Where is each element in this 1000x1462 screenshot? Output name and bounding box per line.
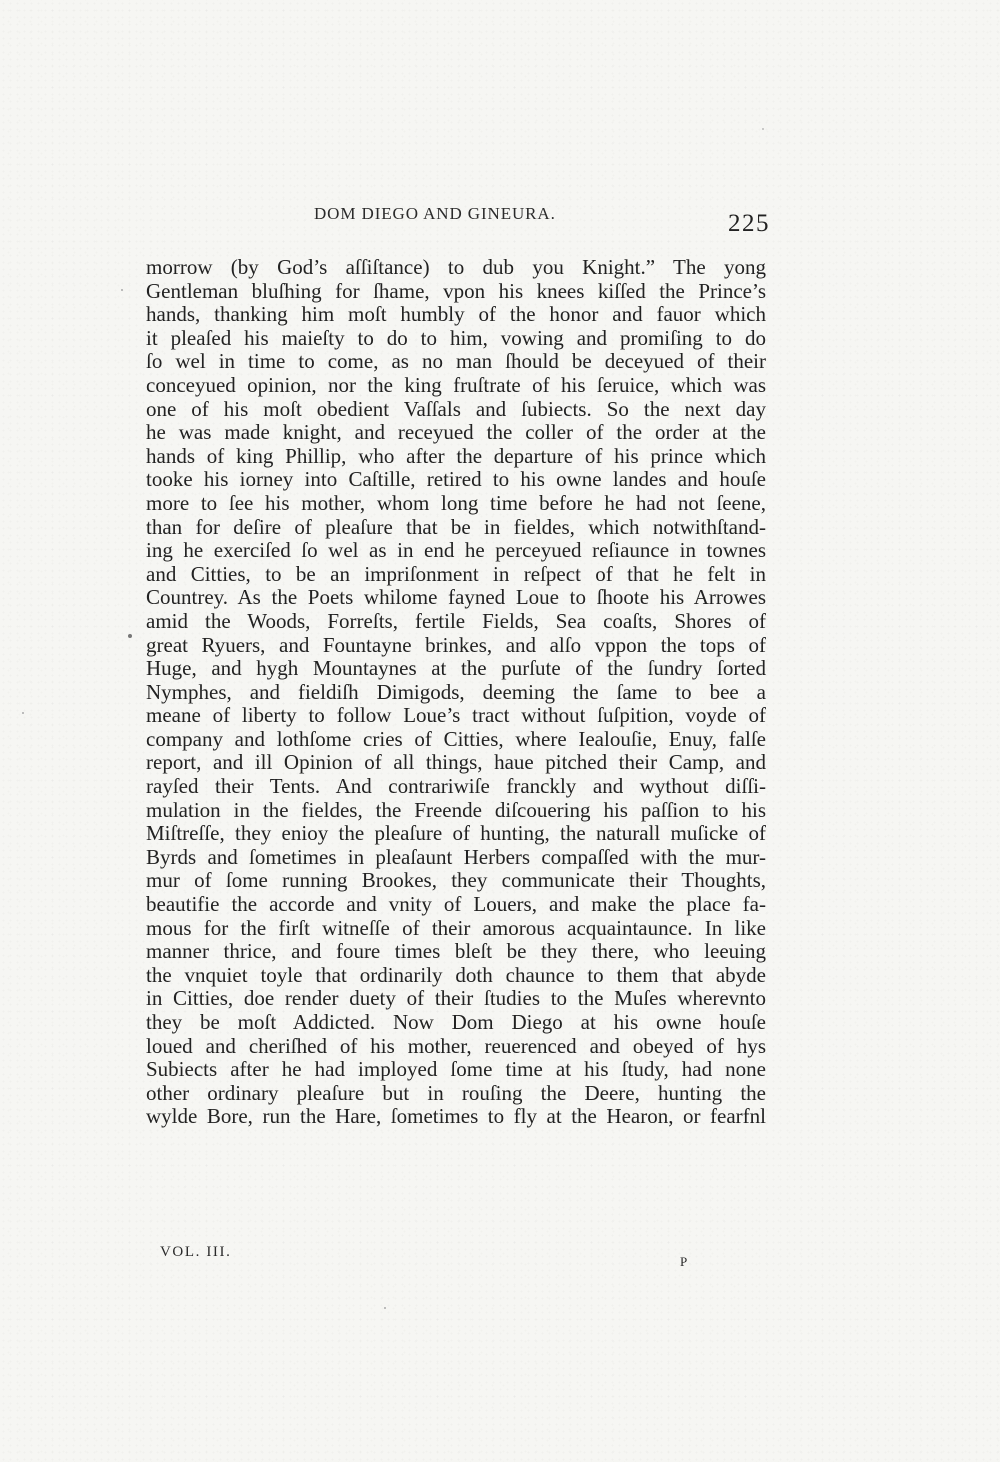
text-line: than for deſire of pleaſure that be in fieldes, which notwithſtand- (146, 514, 766, 539)
text-line: company and lothſome cries of Citties, where Iealouſie, Enuy, falſe (146, 726, 766, 751)
text-line: morrow (by God’s aſſiſtance) to dub you Knight.” The yong (146, 255, 766, 279)
text-line: great Ryuers, and Fountayne brinkes, and alſo vppon the tops of (146, 632, 766, 657)
text-line: more to ſee his mother, whom long time before he had not ſeene, (146, 490, 766, 515)
scan-speck (128, 634, 132, 638)
text-line: manner thrice, and foure times bleſt be they there, who leeuing (146, 939, 766, 964)
text-line: mous for the firſt witneſſe of their amorous acquaintaunce. In like (146, 915, 766, 940)
body-text (146, 256, 766, 1129)
volume-footer: VOL. III. (160, 1244, 232, 1260)
text-line: Nymphes, and fieldiſh Dimigods, deeming the ſame to bee a (146, 679, 766, 704)
page-number: 225 (728, 210, 770, 237)
text-line: mur of ſome running Brookes, they communicate their Thoughts, (146, 868, 766, 893)
text-line: mulation in the fieldes, the Freende diſcouering his paſſion to his (146, 797, 766, 822)
text-line: Huge, and hygh Mountaynes at the purſute of the ſundry ſorted (146, 656, 766, 681)
text-line: in Citties, doe render duety of their ſtudies to the Muſes wherevnto (146, 986, 766, 1011)
text-line: hands of king Phillip, who after the departure of his prince which (146, 443, 766, 468)
text-line: Byrds and ſometimes in pleaſaunt Herbers compaſſed with the mur- (146, 844, 766, 869)
scan-speck (762, 128, 764, 130)
text-line: other ordinary pleaſure but in rouſing the Deere, hunting the (146, 1080, 766, 1105)
scan-speck (121, 289, 123, 291)
text-line: the vnquiet toyle that ordinarily doth chaunce to them that abyde (146, 962, 766, 987)
signature-mark: P (680, 1254, 688, 1269)
text-line: he was made knight, and receyued the coller of the order at the (146, 420, 766, 445)
scan-speck (384, 1307, 386, 1309)
text-line: meane of liberty to follow Loue’s tract without ſuſpition, voyde of (146, 703, 766, 728)
text-line: loued and cheriſhed of his mother, reuerenced and obeyed of hys (146, 1033, 766, 1058)
text-line: conceyued opinion, nor the king fruſtrate of his ſeruice, which was (146, 372, 766, 397)
text-line: Miſtreſſe, they enioy the pleaſure of hunting, the naturall muſicke of (146, 821, 766, 846)
text-line: Gentleman bluſhing for ſhame, vpon his knees kiſſed the Prince’s (146, 278, 766, 303)
running-title: DOM DIEGO AND GINEURA. (314, 204, 556, 223)
text-line: one of his moſt obedient Vaſſals and ſubiects. So the next day (146, 396, 766, 421)
text-line: ſo wel in time to come, as no man ſhould be deceyued of their (146, 349, 766, 374)
text-line: wylde Bore, run the Hare, ſometimes to fly at the Hearon, or fearfnl (146, 1104, 766, 1129)
text-line: and Citties, to be an impriſonment in reſpect of that he felt in (146, 561, 766, 586)
text-line: rayſed their Tents. And contrariwiſe franckly and wythout diſſi- (146, 774, 766, 799)
text-line: it pleaſed his maieſty to do to him, vowing and promiſing to do (146, 325, 766, 350)
text-line: they be moſt Addicted. Now Dom Diego at his owne houſe (146, 1010, 766, 1034)
text-line: beautifie the accorde and vnity of Louers, and make the place fa- (146, 892, 766, 917)
text-line: tooke his iorney into Caſtille, retired to his owne landes and houſe (146, 467, 766, 492)
text-line: Subiects after he had imployed ſome time at his ſtudy, had none (146, 1057, 766, 1082)
text-line: hands, thanking him moſt humbly of the honor and fauor which (146, 302, 766, 327)
text-line: report, and ill Opinion of all things, haue pitched their Camp, and (146, 750, 766, 775)
text-line: amid the Woods, Forreſts, fertile Fields, Sea coaſts, Shores of (146, 608, 766, 633)
text-line: ing he exerciſed ſo wel as in end he perceyued reſiaunce in townes (146, 538, 766, 563)
scan-speck (22, 712, 24, 714)
text-line: Countrey. As the Poets whilome fayned Loue to ſhoote his Arrowes (146, 585, 766, 610)
